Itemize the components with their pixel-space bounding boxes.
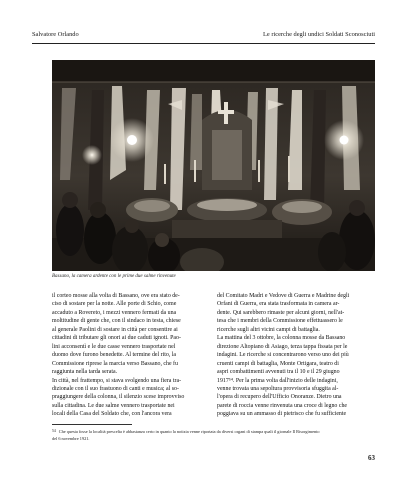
text-line: indagini. Le ricerche si concentrarono verso uno dei più [217, 352, 349, 359]
text-line: venne trovata una sepoltura provvisoria sfuggita al- [217, 385, 339, 392]
footnote-text-line: del 6 novembre 1921. [52, 436, 90, 441]
running-header [32, 31, 375, 41]
text-line: direzione Altopiano di Asiago, terza tappa fissata per le [217, 343, 348, 350]
text-line: ciso di sostare per la notte. Alle porte di Schio, come [52, 301, 177, 308]
text-line: cruenti campi di battaglia, Monte Ortigara, teatro di [217, 360, 339, 367]
text-line: tesa che i membri della Commissione effettuassero le [217, 318, 343, 325]
text-line: Orfani di Guerra, era stata trasformata in camera ar- [217, 301, 340, 308]
text-line: locali della Casa del Soldato che, con l'ancora vera [52, 411, 172, 418]
body-column-left [52, 292, 210, 419]
text-line: dente. Qui sarebbero rimaste per alcuni giorni, nell'at- [217, 309, 345, 316]
header-chapter-title: Le ricerche degli undici Soldati Sconosciuti [263, 31, 375, 38]
text-line: sulla cittadina. Le due salme vennero trasportate nei [52, 402, 175, 409]
body-column-right [217, 292, 375, 419]
footnote-text-line: Che questa fosse la località prescelta è abbastanza certo in quanto la notizia venne riportata da diversi organi di stampa quali il giornale Il Risorgimento [58, 429, 320, 434]
text-line: dizionale con il suo frastuono di canti e musica; al so- [52, 385, 179, 392]
text-line: 1917⁵⁴. Per la prima volta dall'inizio delle indagini, [217, 377, 338, 384]
footnote-rule [52, 424, 132, 425]
text-line: del Comitato Madri e Vedove di Guerra e Madrine degli [217, 293, 350, 299]
text-line: moltitudine di gente che, con il sindaco in testa, chiese [52, 318, 181, 325]
footnote [52, 428, 374, 442]
text-line: lini acconsentì e le due casse vennero trasportate nel [52, 343, 176, 350]
text-line: l'opera di recupero dell'Ufficio Onoranze. Dietro una [217, 394, 342, 401]
text-line: duomo dove furono benedette. Al termine del rito, la [52, 352, 176, 359]
header-rule [32, 43, 375, 44]
text-line: al generale Paolini di sostare in città per consentire ai [52, 326, 178, 333]
text-line: In città, nel frattempo, si stava svolgendo una fiera tra- [52, 377, 182, 384]
text-line: Commissione riprese la marcia verso Bassano, che fu [52, 360, 178, 367]
text-line: raggiunta nella tarda serata. [52, 369, 118, 376]
text-line: il corteo mosse alla volta di Bassano, ove era stato de- [52, 293, 180, 299]
photo-caption: Bassano, la camera ardente con le prime due salme rinvenute [52, 274, 176, 279]
page-number: 63 [368, 454, 375, 462]
text-line: praggiungere della colonna, il silenzio scese improvviso [52, 394, 185, 401]
text-line: accaduto a Rovereto, i mezzi vennero fermati da una [52, 309, 177, 316]
footnote-number: 54 [52, 429, 56, 433]
text-line: aspri combattimenti avvenuti tra il 10 e il 29 giugno [217, 369, 340, 376]
text-line: cittadini di tributare gli onori ai due caduti ignoti. Pao- [52, 335, 181, 342]
text-line: La mattina del 3 ottobre, la colonna mosse da Bassano [217, 335, 346, 342]
header-author: Salvatore Orlando [32, 31, 79, 38]
text-line: parete di roccia venne rinvenuta una croce di legno che [217, 402, 348, 409]
funeral-chamber-photo [52, 60, 375, 271]
text-line: ricerche sugli altri vicini campi di battaglia. [217, 326, 320, 333]
text-line: poggiava su un ammasso di pietrisco che fu sufficiente [217, 411, 347, 418]
